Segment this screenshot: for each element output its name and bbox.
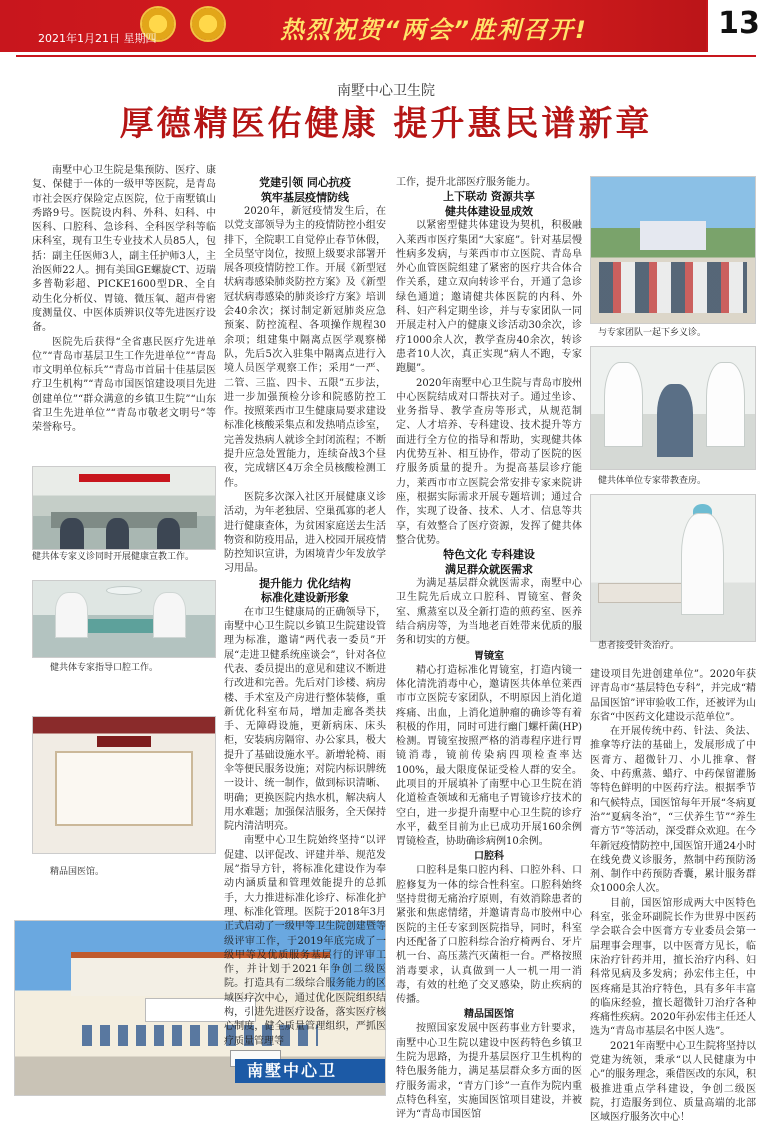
caption-acupuncture: 患者接受针灸治疗。 <box>598 641 680 651</box>
body-paragraph: 在开展传统中药、针法、灸法、推拿等疗法的基础上，发展形成了中医膏方、超微针刀、小儿推拿、督灸、中药熏蒸、蜡疗、中药保留灌肠等特色鲜明的中医药疗法。根据季节和气候特点，国医馆每年开展“冬病夏治”“夏病冬治”，“三伏养生节”“养生膏方节”等活动，深受群众欢迎。在今年新冠疫情防控中,国医馆开通24小时在线免费义诊服务，熬制中药预防汤剂、制作中药预防香囊，累计服务群众1000余人次。 <box>590 726 756 895</box>
section-heading: 标准化建设新形象 <box>261 591 349 605</box>
building-sign-text: 南墅中心卫 <box>235 1059 385 1083</box>
body-paragraph: 为满足基层群众就医需求，南墅中心卫生院先后成立口腔科、胃镜室、督灸室、熏蒸室以及全新打造的煎药室、医养结合病房等，为当地老百姓带来优质的服务和切实的方便。 <box>396 578 582 647</box>
article-headline: 厚德精医佑健康 提升惠民谱新章 <box>119 104 653 144</box>
article-column-4 <box>590 668 756 1126</box>
section-heading: 健共体建设显成效 <box>445 204 533 218</box>
section-heading: 满足群众就医需求 <box>445 562 533 576</box>
body-paragraph: 工作，提升北部医疗服务能力。 <box>396 177 536 188</box>
issue-date: 2021年1月21日 星期四 <box>38 32 157 45</box>
body-paragraph: 以紧密型健共体建设为契机，积极融入莱西市医疗集团“大家庭”。针对基层慢性病多发病，与莱西市市立医院、青岛阜外心血管医院组建了紧密的医疗共合体合作关系，建立双向转诊平台，开通了急诊绿色通道；邀请健共体医院的内科、外科、妇产科定期坐诊，并与专家团队一同开展走村入户的健康义诊活动30余次，诊疗1000余人次，教学查房40余次，转诊患者10人次，真正实现“病人不跑，专家跑腿”。 <box>396 220 582 375</box>
body-paragraph: 建设项目先进创建单位”。2020年获评青岛市“基层特色专科”，并完成“精品国医馆”评审验收工作，还被评为山东省“中医药文化建设示范单位”。 <box>590 669 756 723</box>
section-heading: 党建引领 同心抗疫 <box>259 176 351 189</box>
section-heading: 上下联动 资源共享 <box>443 190 535 204</box>
caption-dental-guidance: 健共体专家指导口腔工作。 <box>50 663 159 673</box>
body-paragraph: 在市卫生健康局的正确领导下，南墅中心卫生院以乡镇卫生院建设管理为标准，邀请“两代表一委员”开展“走进卫健系统座谈会”，针对各位代表、委员提出的意见和建议不断进行改进和完善。先后对门诊楼、病房楼、手术室及产房进行整体装修，重新优化科室布局，增加走廊各类扶手、无障碍设施，更新病床、床头柜，安装病房隔帘、办公家具，极大提升了基础设施水平。新增轮椅、雨伞等便民服务设施；对院内标识牌统一设计、统一制作，做到标识清晰、明确；更换医院内热水机，解决病人用水难题；加强保洁服务，全天保持院内清洁明亮。 <box>224 606 386 833</box>
body-paragraph: 目前，国医馆形成两大中医特色科室，张金环副院长作为世界中医药学会联合会中医膏方专业委员会第一届理事会理事，以中医膏方见长，临床治疗针药并用，擅长治疗内科、妇科常见病及多发病；孙宏伟主任，中医疼痛是其治疗特色，具有多年丰富的临床经验，擅长超微针刀治疗各种疼痛性疾病。2020年孙宏伟主任还人选为“青岛市基层名中医人选”。 <box>590 897 756 1038</box>
subsection-heading: 口腔科 <box>474 851 504 863</box>
section-heading: 提升能力 优化结构 <box>259 576 351 590</box>
photo-dental-guidance <box>32 580 216 658</box>
article-column-2 <box>224 176 386 1049</box>
section-heading: 筑牢基层疫情防线 <box>261 190 349 204</box>
page-number: 13 <box>718 6 760 41</box>
photo-rural-clinic <box>590 176 756 324</box>
intro-paragraph: 医院先后获得“全省惠民医疗先进单位”“青岛市基层卫生工作先进单位”“青岛市文明单位标兵”“青岛市首届十佳基层医疗卫生机构”“青岛市国医馆建设项目先进创建单位”“群众满意的乡镇卫生院”“山东省卫生先进单位”“青岛市敬老文明号”等荣誉称号。 <box>32 336 216 434</box>
body-paragraph: 2020年，新冠疫情发生后，在以党支部领导为主的疫情防控小组安排下，全院职工自觉停止春节休假，全员坚守岗位，按照上级要求部署开展各项疫情防控工作。开展《新型冠状病毒感染肺炎防控方案》及《新型冠状病毒感染的肺炎诊疗方案》培训会40余次；探讨制定新冠肺炎应急预案、防控流程、各项操作规程30余项；组建集中隔离点医学观察梯队，先后5次入驻集中隔离点进行入境人员医学观察工作；采用“一严、二管、三监、四卡、五限”五步法，进一步加强预检分诊和院感防控工作。按照莱西市卫生健康局要求建设标准化核酸采集点和发热哨点诊室，完善发热病人就诊全封闭流程；不断提升应急处置能力，连续奋战3个昼夜，完成辖区4万余全员核酸检测工作。 <box>224 206 386 489</box>
photo-tcm-clinic <box>32 716 216 854</box>
photo-health-education <box>32 466 216 550</box>
body-paragraph: 2020年南墅中心卫生院与青岛市胶州中心医院结成对口帮扶对子。通过坐诊、业务指导、教学查房等形式，从规范制定、人才培养、专科建设、技术提升等方面进行全方位的指导和帮助，实现健共体内优势互补、相互协作，带动了医院的医疗服务质量的提升。为提高基层诊疗能力，莱西市市立医院会常安排专家来院讲座，根据实际需求开展专题培训；通过合作，实现了设备、技术、人才、信息等共享，有效整合了医疗资源，发挥了健共体整合优势。 <box>396 377 582 546</box>
intro-column <box>32 164 216 436</box>
article-kicker: 南墅中心卫生院 <box>337 83 435 99</box>
photo-teaching-rounds <box>590 346 756 470</box>
subsection-heading: 精品国医馆 <box>464 1009 514 1021</box>
caption-teaching-rounds: 健共体单位专家带教查房。 <box>598 476 707 486</box>
caption-rural-clinic: 与专家团队一起下乡义诊。 <box>598 328 707 338</box>
caption-health-education: 健共体专家义诊同时开展健康宣教工作。 <box>32 552 195 562</box>
intro-paragraph: 南墅中心卫生院是集预防、医疗、康复、保健于一体的一级甲等医院，是青岛市社会医疗保险定点医院，位于南墅镇山秀路9号。医院设内科、外科、妇科、中医科、口腔科、急诊科、全科医学科等临床科室，现有卫生专业技术人员85人，包括：副主任医师3人，副主任护师3人，主治医师22人。拥有美国GE螺旋CT、迈瑞多普勒彩超、PICKE1600型DR、全自动生化分析仪、胃镜、微压氧、超声骨密度测量仪、中医体质辨识仪等先进医疗设备。 <box>32 165 216 334</box>
article-column-3 <box>396 176 582 1123</box>
caption-tcm-clinic: 精品国医馆。 <box>50 867 105 877</box>
banner-slogan: 热烈祝贺“两会”胜利召开! <box>280 16 588 44</box>
header-rule <box>16 55 756 57</box>
cppcc-emblem-icon <box>190 6 226 42</box>
subsection-heading: 胃镜室 <box>474 650 504 662</box>
body-paragraph: 精心打造标准化胃镜室，打造内镜一体化清洗消毒中心，邀请医共体单位莱西市市立医院专家团队，不明原因上消化道疼痛、出血，上消化道肿瘤的确诊等有着积极的作用，同时可进行幽门螺杆菌(HP)检测。胃镜室按照严格的消毒程序进行胃镜消毒，镜前传染病四项检查率达100%，最大限度保证受检人群的安全。此项目的开展填补了南墅中心卫生院在消化道检查领域和无痛电子胃镜诊疗技术的空白，进一步提升南墅中心卫生院的诊疗水平，截至目前为止已成功开展160余例胃镜检查，协助确诊病例10余例。 <box>396 664 582 848</box>
body-paragraph: 2021年南墅中心卫生院将坚持以党建为统领，秉承“以人民健康为中心”的服务理念，乘借医改的东风，积极推进重点学科建设，争创二级医院，打造服务到位、质量高端的北部区域医疗服务次中心！ <box>590 1040 756 1124</box>
body-paragraph: 医院多次深入社区开展健康义诊活动，为年老独居、空巢孤寡的老人进行健康查体，为贫困家庭送去生活物资和防疫用品，进入校园开展疫情防控知识宣讲，为困境青少年发放学习用品。 <box>224 491 386 575</box>
body-paragraph: 按照国家发展中医药事业方针要求，南墅中心卫生院以建设中医药特色乡镇卫生院为思路，为提升基层医疗卫生机构的特色服务能力，满足基层群众多方面的医疗服务需求，“青方门诊”一直作为院内重点特色科室，实施国医馆项目建设，并被评为“青岛市国医馆 <box>396 1023 582 1121</box>
section-heading: 特色文化 专科建设 <box>443 548 535 562</box>
photo-acupuncture <box>590 494 756 642</box>
body-paragraph: 口腔科是集口腔内科、口腔外科、口腔修复为一体的综合性科室。口腔科始终坚持贯彻无痛治疗原则，有效消除患者的紧张和焦虑情绪，并邀请青岛市胶州中心医院的主任专家到医院指导，同时，科室内还配备了口腔科综合治疗椅两台、牙片机一台、高压蒸汽灭菌柜一台。严格按照消毒要求，认真做到一人一机一用一消毒，有效的杜绝了交叉感染，防止疾病的传播。 <box>396 865 582 1006</box>
body-paragraph: 南墅中心卫生院始终坚持“以评促建、以评促改、评建并举、规范发展”指导方针，将标准化建设作为奉动内涵质量和管理效能提升的总抓手，大力推进标准化诊疗、标准化护理、标准化管理。医院于2018年3月正式启动了一级甲等卫生院创建暨等级评审工作，于2019年底完成了一级甲等及优质服务基层行的评审工作，并计划于2021年争创二级医院。打造具有二级综合服务能力的区域医疗次中心，通过优化医院组织结构，引进先进医疗设备，落实医疗核心制度，健全质量管理组织，严抓医疗质量管理等 <box>224 835 386 1047</box>
